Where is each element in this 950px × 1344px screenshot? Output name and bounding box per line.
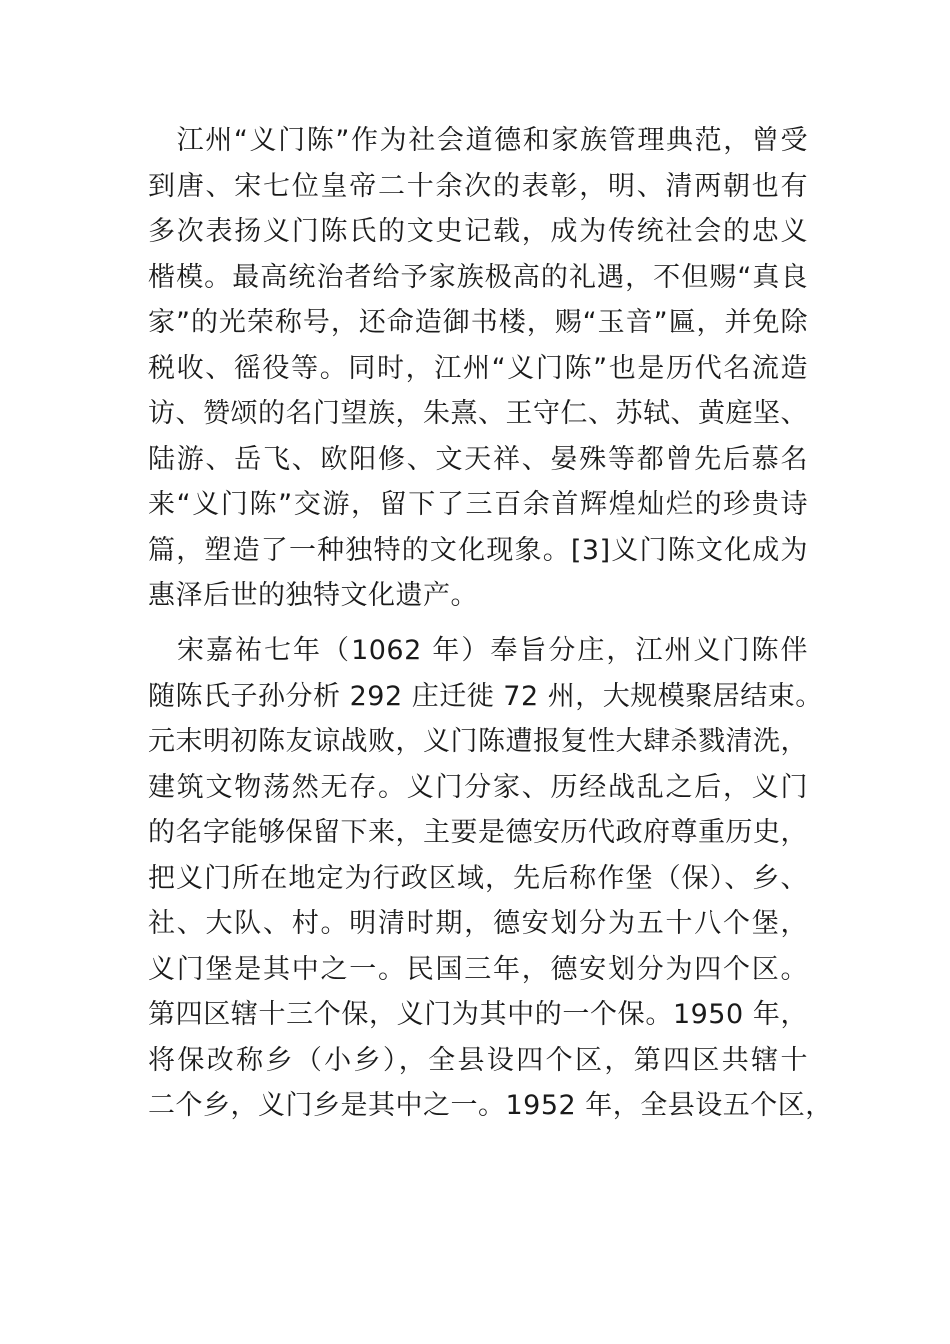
text-line: 的名字能够保留下来，主要是德安历代政府尊重历史， [148, 817, 808, 848]
text-line: 义门堡是其中之一。民国三年，德安划分为四个区。 [148, 953, 808, 985]
text-line: 访、赞颂的名门望族，朱熹、王守仁、苏轼、黄庭坚、 [148, 398, 808, 429]
text-line: 来“义门陈”交游，留下了三百余首辉煌灿烂的珍贵诗 [148, 489, 808, 520]
text-line: 把义门所在地定为行政区域，先后称作堡（保）、乡、 [148, 862, 808, 894]
text-line: 将保改称乡（小乡），全县设四个区，第四区共辖十 [148, 1044, 808, 1076]
text-line: 篇，塑造了一种独特的文化现象。[3]义门陈文化成为 [148, 534, 808, 566]
text-line: 建筑文物荡然无存。义门分家、历经战乱之后，义门 [148, 771, 808, 803]
text-line: 税收、徭役等。同时，江州“义门陈”也是历代名流造 [148, 352, 808, 384]
text-line: 元末明初陈友谅战败，义门陈遭报复性大肆杀戮清洗， [148, 726, 808, 757]
paragraph-1 [148, 118, 808, 619]
text-line: 多次表扬义门陈氏的文史记载，成为传统社会的忠义 [148, 216, 808, 247]
text-line: 江州“义门陈”作为社会道德和家族管理典范，曾受 [148, 125, 808, 156]
text-line: 随陈氏子孙分析 292 庄迁徙 72 州，大规模聚居结束。 [148, 680, 823, 712]
text-line: 楷模。最高统治者给予家族极高的礼遇，不但赐“真良 [148, 261, 808, 293]
text-line: 第四区辖十三个保，义门为其中的一个保。1950 年， [148, 999, 808, 1030]
text-line: 宋嘉祐七年（1062 年）奉旨分庄，江州义门陈伴 [148, 635, 808, 666]
text-line: 二个乡，义门乡是其中之一。1952 年，全县设五个区， [148, 1090, 833, 1121]
text-line: 社、大队、村。明清时期，德安划分为五十八个堡， [148, 908, 808, 939]
paragraph-2 [148, 628, 833, 1129]
text-line: 到唐、宋七位皇帝二十余次的表彰，明、清两朝也有 [148, 170, 808, 202]
text-line: 陆游、岳飞、欧阳修、文天祥、晏殊等都曾先后慕名 [148, 443, 808, 475]
text-line: 惠泽后世的独特文化遗产。 [148, 580, 478, 611]
text-line: 家”的光荣称号，还命造御书楼，赐“玉音”匾，并免除 [148, 307, 808, 338]
